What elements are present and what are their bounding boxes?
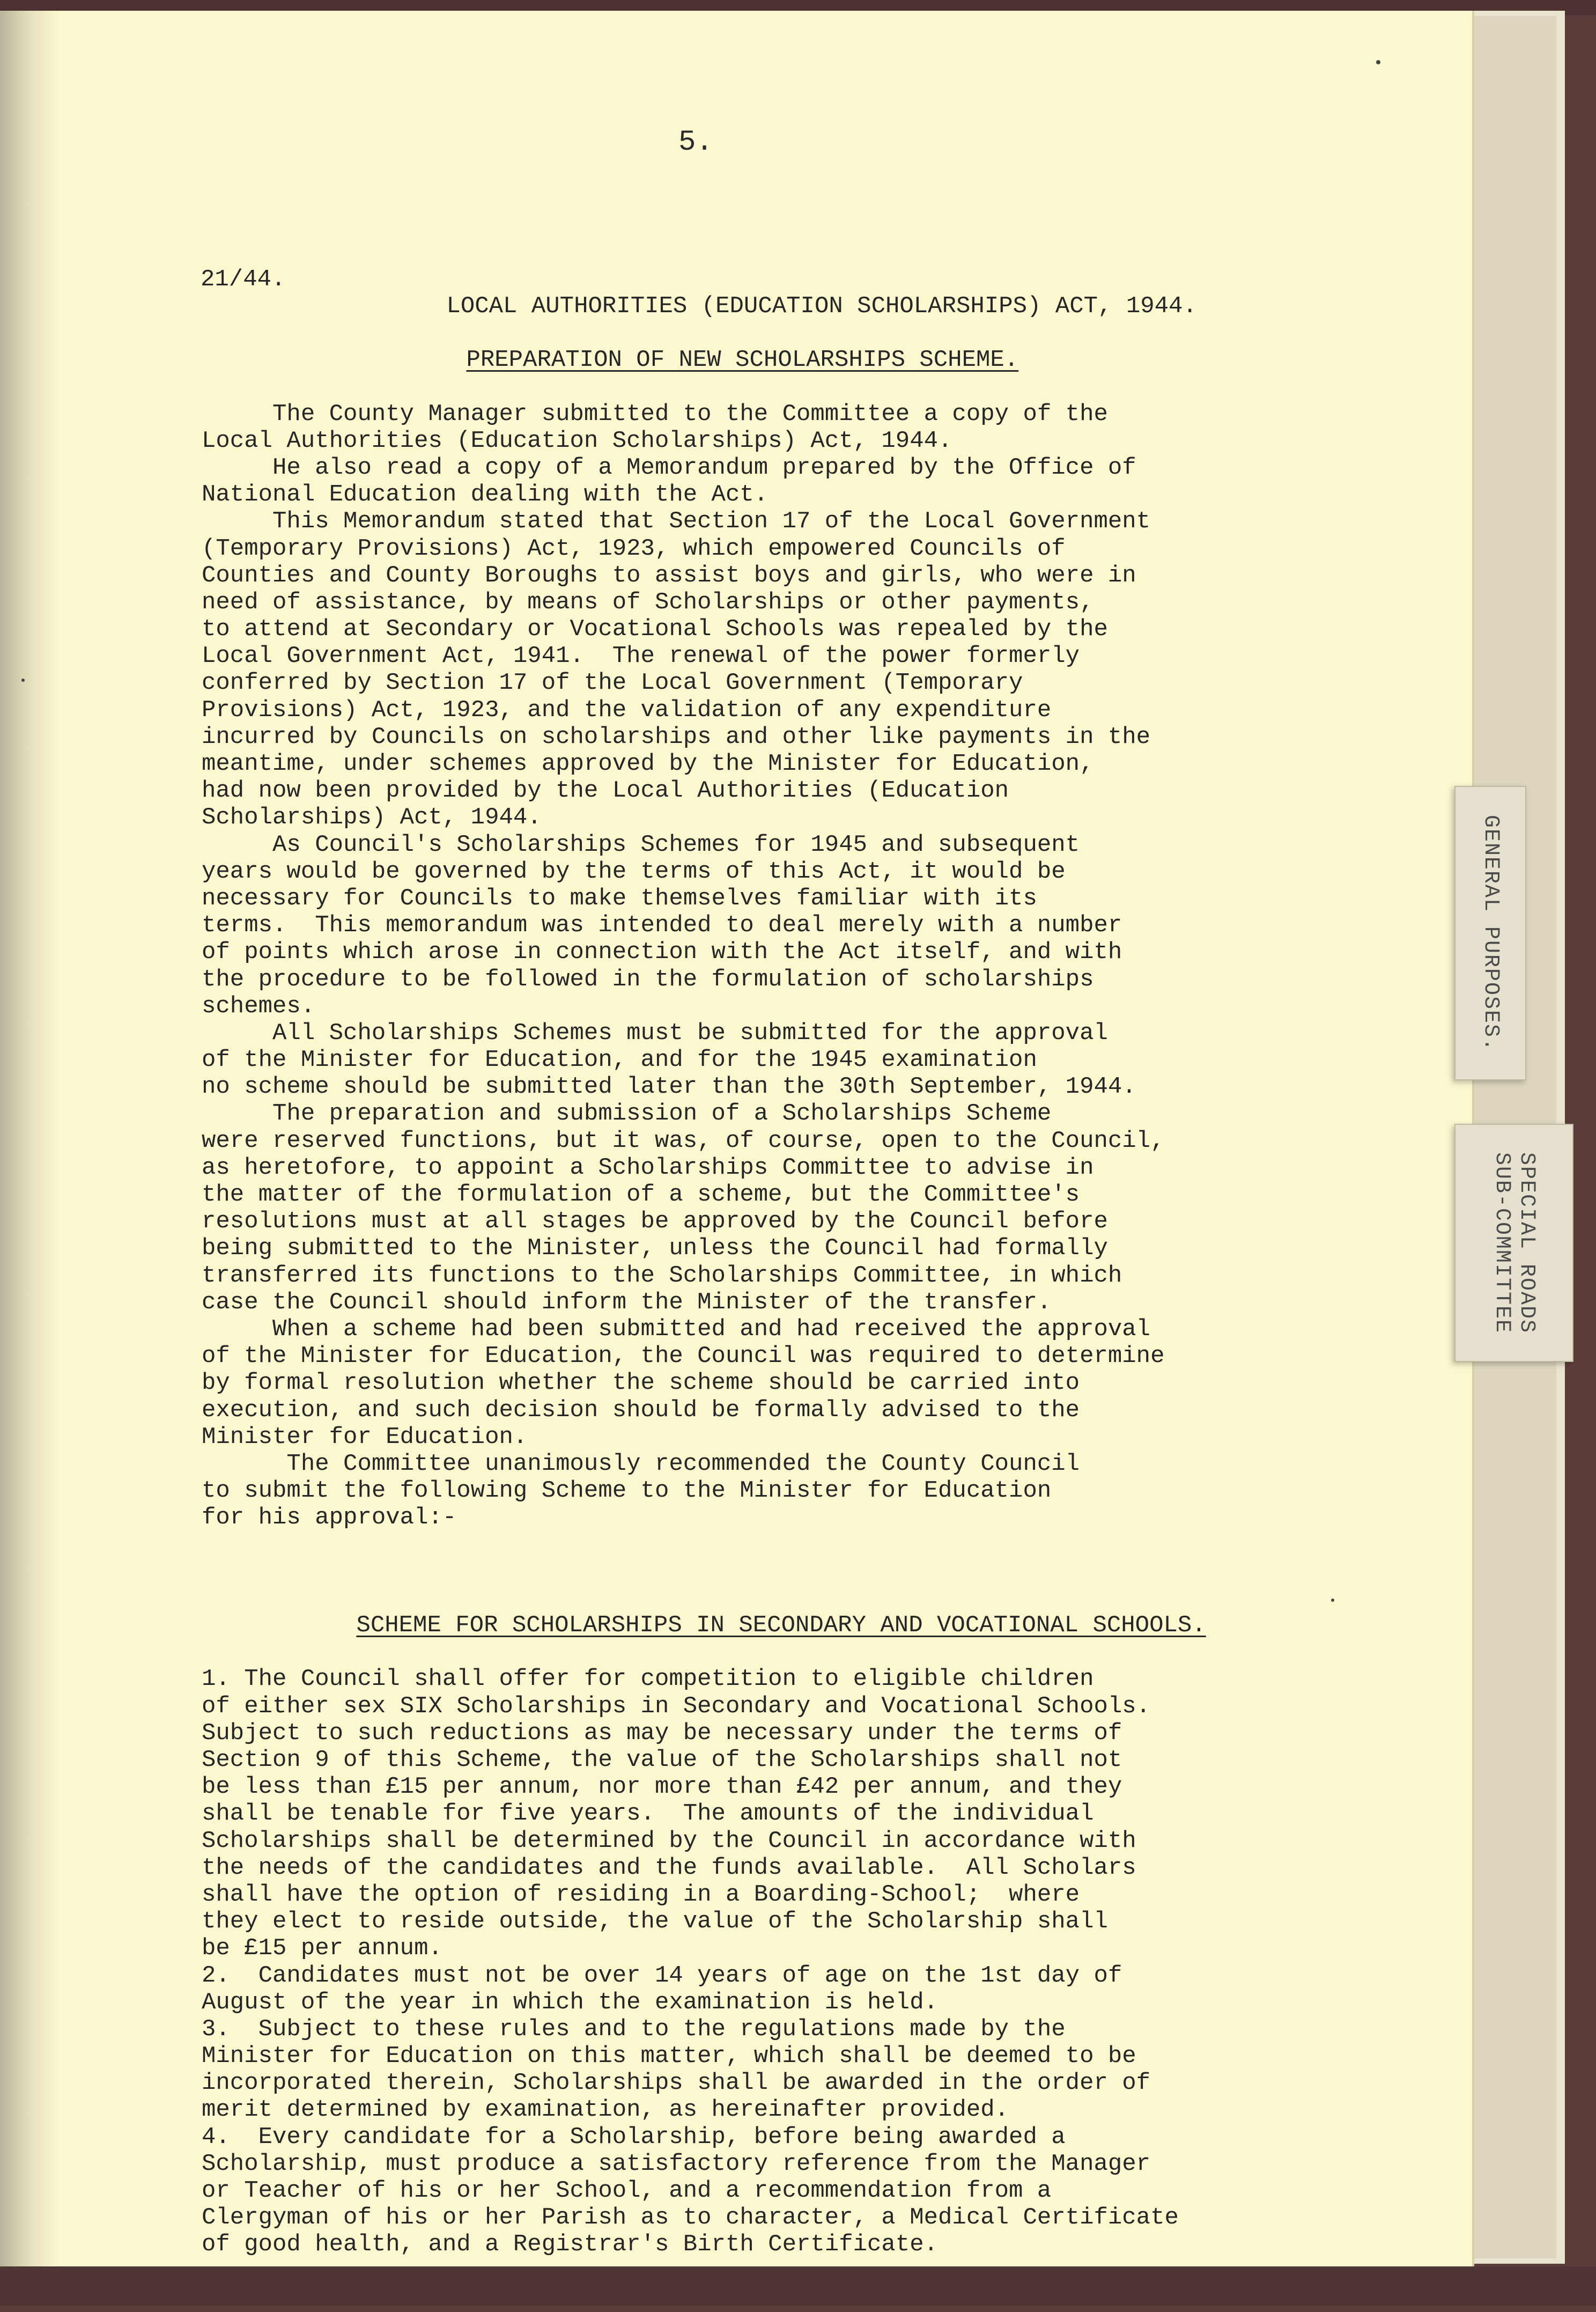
- body-text-line: necessary for Councils to make themselves familiar with its: [202, 885, 1037, 912]
- tab-special-roads-label: [1489, 1152, 1539, 1334]
- body-text-line: the matter of the formulation of a scheme, but the Committee's: [202, 1181, 1080, 1209]
- body-text-line: schemes.: [202, 992, 315, 1020]
- scheme-text-line: they elect to reside outside, the value of the Scholarship shall: [202, 1908, 1108, 1935]
- scheme-clauses: [202, 1666, 1339, 2258]
- body-text-line: of the Minister for Education, the Council was required to determine: [202, 1343, 1165, 1370]
- scheme-text-line: incorporated therein, Scholarships shall be awarded in the order of: [202, 2070, 1151, 2097]
- document-body: [202, 185, 1339, 2312]
- body-paragraphs: [202, 401, 1339, 1531]
- scheme-text-line: merit determined by examination, as hereinafter provided.: [202, 2096, 1009, 2124]
- tab-special-roads-line-1: SPECIAL ROADS: [1514, 1152, 1539, 1334]
- body-text-line: This Memorandum stated that Section 17 of the Local Government: [202, 508, 1151, 535]
- subheading: PREPARATION OF NEW SCHOLARSHIPS SCHEME.: [466, 347, 1019, 374]
- body-text-line: being submitted to the Minister, unless the Council had formally: [202, 1235, 1108, 1262]
- tab-special-roads-line-2: SUB-COMMITTEE: [1490, 1152, 1514, 1334]
- scheme-text-line: Section 9 of this Scheme, the value of the Scholarships shall not: [202, 1747, 1122, 1774]
- paper-speck: [1376, 60, 1380, 64]
- scheme-text-line: shall have the option of residing in a Boarding-School; where: [202, 1881, 1080, 1908]
- document-page: [0, 11, 1474, 2266]
- body-text-line: Local Government Act, 1941. The renewal of the power formerly: [202, 643, 1080, 670]
- body-text-line: Scholarships) Act, 1944.: [202, 804, 542, 831]
- body-text-line: the procedure to be followed in the formulation of scholarships: [202, 966, 1094, 993]
- body-text-line: All Scholarships Schemes must be submitted for the approval: [202, 1019, 1108, 1047]
- body-text-line: conferred by Section 17 of the Local Government (Temporary: [202, 669, 1023, 697]
- body-text-line: for his approval:-: [202, 1504, 457, 1531]
- body-text-line: Counties and County Boroughs to assist boys and girls, who were in: [202, 562, 1136, 589]
- heading-line: [201, 239, 1339, 320]
- tab-general-purposes-label: GENERAL PURPOSES.: [1479, 814, 1503, 1052]
- scheme-text-line: the needs of the candidates and the funds available. All Scholars: [202, 1854, 1136, 1881]
- scheme-text-line: Scholarship, must produce a satisfactory reference from the Manager: [202, 2150, 1151, 2177]
- scheme-text-line: August of the year in which the examination is held.: [202, 1989, 939, 2016]
- paper-speck: [21, 679, 25, 682]
- body-text-line: by formal resolution whether the scheme should be carried into: [202, 1369, 1080, 1397]
- scheme-text-line: Minister for Education on this matter, which shall be deemed to be: [202, 2043, 1136, 2070]
- body-text-line: When a scheme had been submitted and had received the approval: [202, 1315, 1151, 1343]
- body-text-line: to submit the following Scheme to the Minister for Education: [202, 1477, 1052, 1505]
- body-text-line: terms. This memorandum was intended to deal merely with a number: [202, 912, 1122, 939]
- body-text-line: no scheme should be submitted later than the 30th September, 1944.: [202, 1073, 1136, 1101]
- body-text-line: Provisions) Act, 1923, and the validation of any expenditure: [202, 696, 1052, 724]
- scheme-text-line: or Teacher of his or her School, and a recommendation from a: [202, 2177, 1052, 2205]
- scheme-text-line: be less than £15 per annum, nor more than £42 per annum, and they: [202, 1773, 1122, 1801]
- body-text-line: He also read a copy of a Memorandum prepared by the Office of: [202, 454, 1136, 481]
- body-text-line: as heretofore, to appoint a Scholarships Committee to advise in: [202, 1154, 1094, 1181]
- body-text-line: Minister for Education.: [202, 1423, 528, 1450]
- scheme-text-line: of either sex SIX Scholarships in Secondary and Vocational Schools.: [202, 1692, 1151, 1720]
- body-text-line: years would be governed by the terms of this Act, it would be: [202, 858, 1066, 885]
- tab-general-purposes[interactable]: [1454, 786, 1526, 1080]
- scheme-text-line: Subject to such reductions as may be necessary under the terms of: [202, 1719, 1122, 1747]
- scheme-text-line: 2. Candidates must not be over 14 years of age on the 1st day of: [202, 1962, 1122, 1989]
- body-text-line: transferred its functions to the Scholarships Committee, in which: [202, 1262, 1122, 1289]
- body-text-line: (Temporary Provisions) Act, 1923, which empowered Councils of: [202, 535, 1066, 562]
- subheading-line: [202, 320, 1339, 374]
- scheme-heading: SCHEME FOR SCHOLARSHIPS IN SECONDARY AND VOCATIONAL SCHOOLS.: [356, 1612, 1206, 1639]
- body-text-line: had now been provided by the Local Authorities (Education: [202, 777, 1009, 805]
- body-text-line: The County Manager submitted to the Committee a copy of the: [202, 400, 1108, 428]
- body-text-line: National Education dealing with the Act.: [202, 481, 769, 509]
- page-binding-shadow: [0, 11, 59, 2266]
- scheme-text-line: 3. Subject to these rules and to the regulations made by the: [202, 2015, 1066, 2043]
- body-text-line: execution, and such decision should be formally advised to the: [202, 1396, 1080, 1424]
- body-text-line: to attend at Secondary or Vocational Schools was repealed by the: [202, 616, 1108, 643]
- scheme-text-line: 4. Every candidate for a Scholarship, before being awarded a: [202, 2123, 1066, 2151]
- heading-title: LOCAL AUTHORITIES (EDUCATION SCHOLARSHIPS) ACT, 1944.: [446, 292, 1197, 320]
- scheme-text-line: Clergyman of his or her Parish as to character, a Medical Certificate: [202, 2204, 1179, 2232]
- minute-number: 21/44.: [201, 266, 286, 293]
- binder-edge-bottom: [0, 2266, 1596, 2306]
- body-text-line: Local Authorities (Education Scholarships) Act, 1944.: [202, 427, 952, 454]
- body-text-line: were reserved functions, but it was, of course, open to the Council,: [202, 1127, 1165, 1154]
- body-text-line: need of assistance, by means of Scholarships or other payments,: [202, 588, 1094, 616]
- scheme-text-line: 1. The Council shall offer for competition to eligible children: [202, 1666, 1094, 1693]
- scheme-text-line: of good health, and a Registrar's Birth Certificate.: [202, 2231, 939, 2258]
- scheme-text-line: be £15 per annum.: [202, 1935, 442, 1962]
- body-text-line: resolutions must at all stages be approved by the Council before: [202, 1208, 1108, 1235]
- body-text-line: meantime, under schemes approved by the Minister for Education,: [202, 750, 1094, 778]
- body-text-line: The Committee unanimously recommended the County Council: [202, 1450, 1080, 1477]
- scheme-text-line: shall be tenable for five years. The amounts of the individual: [202, 1800, 1094, 1828]
- scheme-text-line: Scholarships shall be determined by the Council in accordance with: [202, 1827, 1136, 1854]
- scheme-heading-line: [202, 1585, 1339, 1639]
- page-number: 5.: [678, 126, 713, 159]
- paper-speck: [1331, 1599, 1334, 1602]
- body-text-line: As Council's Scholarships Schemes for 1945 and subsequent: [202, 831, 1080, 858]
- body-text-line: case the Council should inform the Minister of the transfer.: [202, 1288, 1052, 1316]
- body-text-line: of the Minister for Education, and for the 1945 examination: [202, 1047, 1037, 1074]
- body-text-line: The preparation and submission of a Scholarships Scheme: [202, 1100, 1052, 1128]
- body-text-line: of points which arose in connection with the Act itself, and with: [202, 939, 1122, 966]
- body-text-line: incurred by Councils on scholarships and other like payments in the: [202, 723, 1151, 750]
- tab-special-roads-sub-committee[interactable]: [1454, 1124, 1573, 1362]
